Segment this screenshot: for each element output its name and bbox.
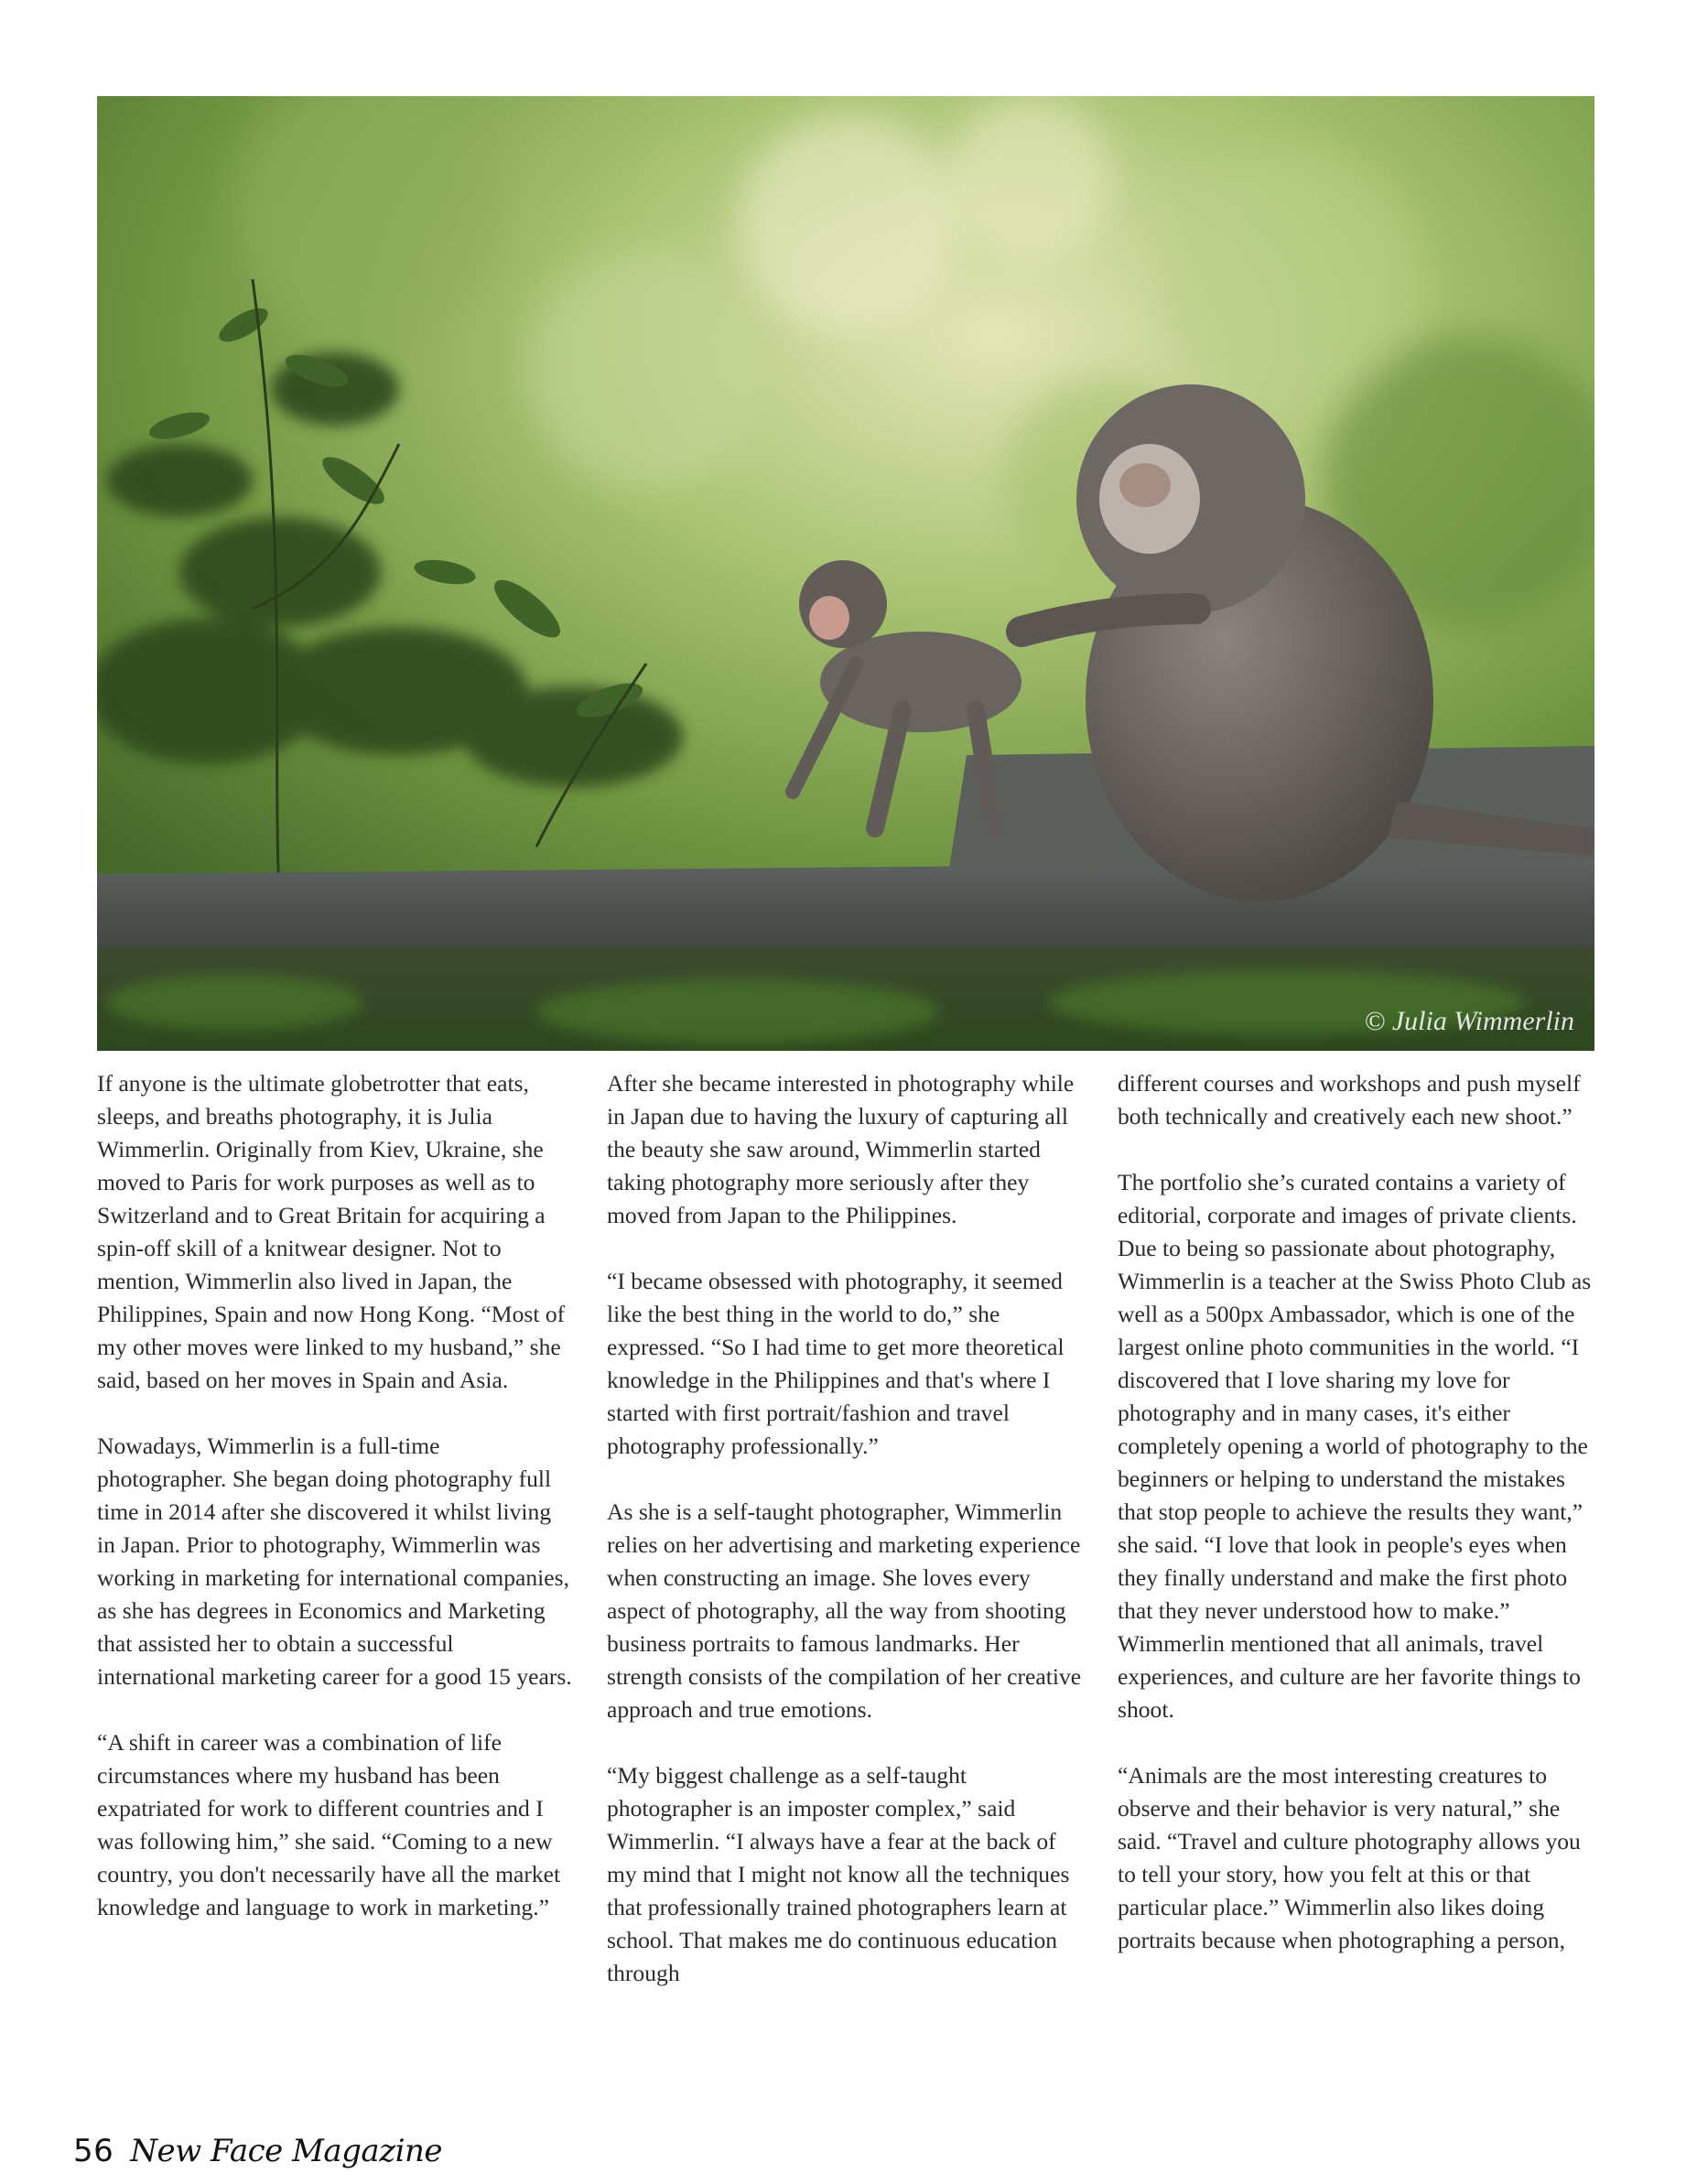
paragraph: If anyone is the ultimate globetrotter that eats, sleeps, and breaths photography, it is Julia Wimmerlin. Originally from Kiev, Ukraine, she moved to Paris for work purposes as well as to Switzerland and to Great Britain for acquiring a spin-off skill of a knitwear designer. Not to mention, Wimmerlin also lived in Japan, the Philippines, Spain and now Hong Kong. “Most of my other moves were linked to my husband,” she said, based on her moves in Spain and Asia.: [97, 1070, 566, 1393]
article-column-3: [1118, 1067, 1595, 1957]
magazine-name: New Face Magazine: [130, 2133, 442, 2169]
paragraph: “Animals are the most interesting creatures to observe and their behavior is very natural,” she said. “Travel and culture photography allows you to tell your story, how you felt at this or that particular place.” Wimmerlin also likes doing portraits because when photographing a person,: [1118, 1762, 1581, 1953]
paragraph: After she became interested in photography while in Japan due to having the luxury of capturing all the beauty she saw around, Wimmerlin started taking photography more seriously after they moved from Japan to the Philippines.: [607, 1070, 1075, 1228]
paragraph: As she is a self-taught photographer, Wimmerlin relies on her advertising and marketing experience when constructing an image. She loves every aspect of photography, all the way from shooting business portraits to famous landmarks. Her strength consists of the compilation of her creative approach and true emotions.: [607, 1498, 1082, 1723]
paragraph: The portfolio she’s curated contains a variety of editorial, corporate and images of private clients. Due to being so passionate about photography, Wimmerlin is a teacher at the Swiss Photo Club as well as a 500px Ambassador, which is one of the largest online photo communities in the world. “I discovered that I love sharing my love for photography and in many cases, it's either completely opening a world of photography to the beginners or helping to understand the mistakes that stop people to achieve the results they want,” she said. “I love that look in people's eyes when they finally understand and make the first photo that they never understood how to make.” Wimmerlin mentioned that all animals, travel experiences, and culture are her favorite things to shoot.: [1118, 1169, 1592, 1723]
article-column-1: [97, 1067, 575, 1924]
article-column-2: [607, 1067, 1085, 1990]
paragraph: “A shift in career was a combination of life circumstances where my husband has been expatriated for work to different countries and I was following him,” she said. “Coming to a new country, you don't necessarily have all the market knowledge and language to work in marketing.”: [97, 1729, 561, 1920]
paragraph: Nowadays, Wimmerlin is a full-time photographer. She began doing photography full time in 2014 after she discovered it whilst living in Japan. Prior to photography, Wimmerlin was working in marketing for international companies, as she has degrees in Economics and Marketing that assisted her to obtain a successful international marketing career for a good 15 years.: [97, 1433, 572, 1690]
paragraph: “I became obsessed with photography, it seemed like the best thing in the world to do,” she expressed. “So I had time to get more theoretical knowledge in the Philippines and that's where I started with first portrait/fashion and travel photography professionally.”: [607, 1268, 1065, 1459]
photo-illustration: [97, 96, 1594, 1051]
page-number: 56: [73, 2133, 114, 2169]
paragraph: different courses and workshops and push myself both technically and creatively each new shoot.”: [1118, 1070, 1581, 1130]
monkey-photo: [97, 96, 1594, 1051]
paragraph: “My biggest challenge as a self-taught photographer is an imposter complex,” said Wimmerlin. “I always have a fear at the back of my mind that I might not know all the techniques that professionally trained photographers learn at school. That makes me do continuous education through: [607, 1762, 1070, 1986]
page-footer: [73, 2133, 442, 2169]
photo-credit: © Julia Wimmerlin: [1364, 1006, 1574, 1036]
